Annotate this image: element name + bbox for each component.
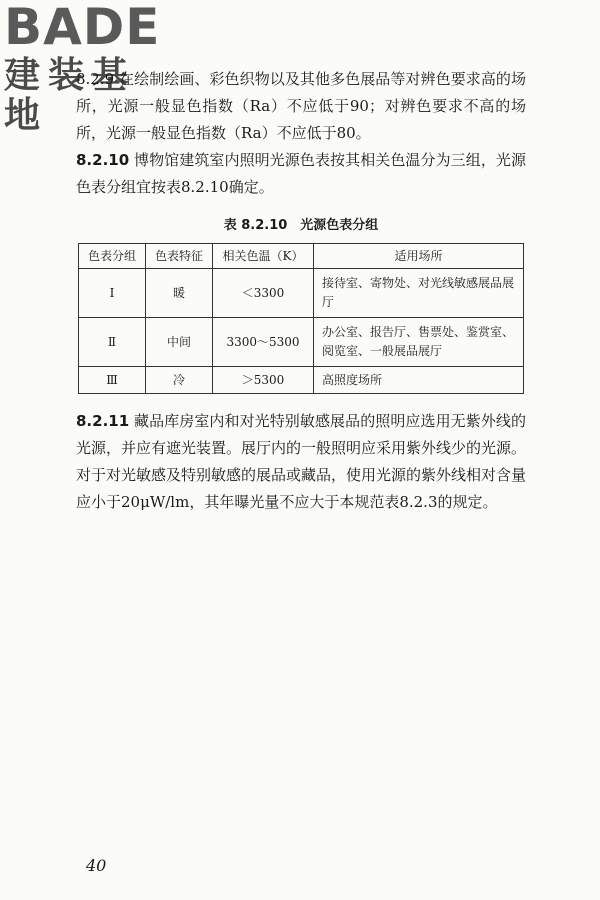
table-row (79, 367, 524, 394)
cell-group: Ⅲ (79, 367, 146, 394)
header-temperature: 相关色温（K） (213, 244, 314, 269)
cell-application: 办公室、报告厅、售票处、鉴赏室、阅览室、一般展品展厅 (314, 318, 524, 367)
cell-temperature: ＞5300 (213, 367, 314, 394)
color-group-table (78, 243, 524, 394)
clause-number-8-2-10: 8.2.10 (76, 151, 130, 169)
table-caption: 表 8.2.10 光源色表分组 (223, 218, 379, 233)
cell-application: 高照度场所 (314, 367, 524, 394)
cell-temperature: 3300～5300 (213, 318, 314, 367)
cell-application: 接待室、寄物处、对光线敏感展品展厅 (314, 269, 524, 318)
header-group: 色表分组 (79, 244, 146, 269)
clause-text-8-2-10: 博物馆建筑室内照明光源色表按其相关色温分为三组，光源色表分组宜按表8.2.10确定。 (76, 151, 526, 196)
paragraph-8-2-9: 8.2.9 在绘制绘画、彩色织物以及其他多色展品等对辨色要求高的场所，光源一般显色指数（Ra）不应低于90；对辨色要求不高的场所，光源一般显色指数（Ra）不应低于80。 (76, 70, 526, 142)
cell-feature: 暖 (146, 269, 213, 318)
cell-group: Ⅰ (79, 269, 146, 318)
cell-temperature: ＜3300 (213, 269, 314, 318)
logo-text-top: BADE (4, 0, 161, 56)
cell-feature: 冷 (146, 367, 213, 394)
paragraph-8-2-11 (76, 408, 526, 516)
header-feature: 色表特征 (146, 244, 213, 269)
page-content (76, 66, 526, 516)
clause-text-8-2-11: 藏品库房室内和对光特别敏感展品的照明应选用无紫外线的光源，并应有遮光装置。展厅内的一般照明应采用紫外线少的光源。对于对光敏感及特别敏感的展品或藏品，使用光源的紫外线相对含量应小于20μW/lm，其年曝光量不应大于本规范表8.2.3的规定。 (76, 412, 527, 511)
table-header-row (79, 244, 524, 269)
cell-group: Ⅱ (79, 318, 146, 367)
table-row (79, 318, 524, 367)
paragraph-8-2-10 (76, 147, 526, 201)
header-application: 适用场所 (314, 244, 524, 269)
cell-feature: 中间 (146, 318, 213, 367)
table-row (79, 269, 524, 318)
clause-number-8-2-11: 8.2.11 (76, 412, 130, 430)
page-number: 40 (86, 856, 107, 875)
logo-text-bottom: 建装基地 (4, 55, 137, 136)
